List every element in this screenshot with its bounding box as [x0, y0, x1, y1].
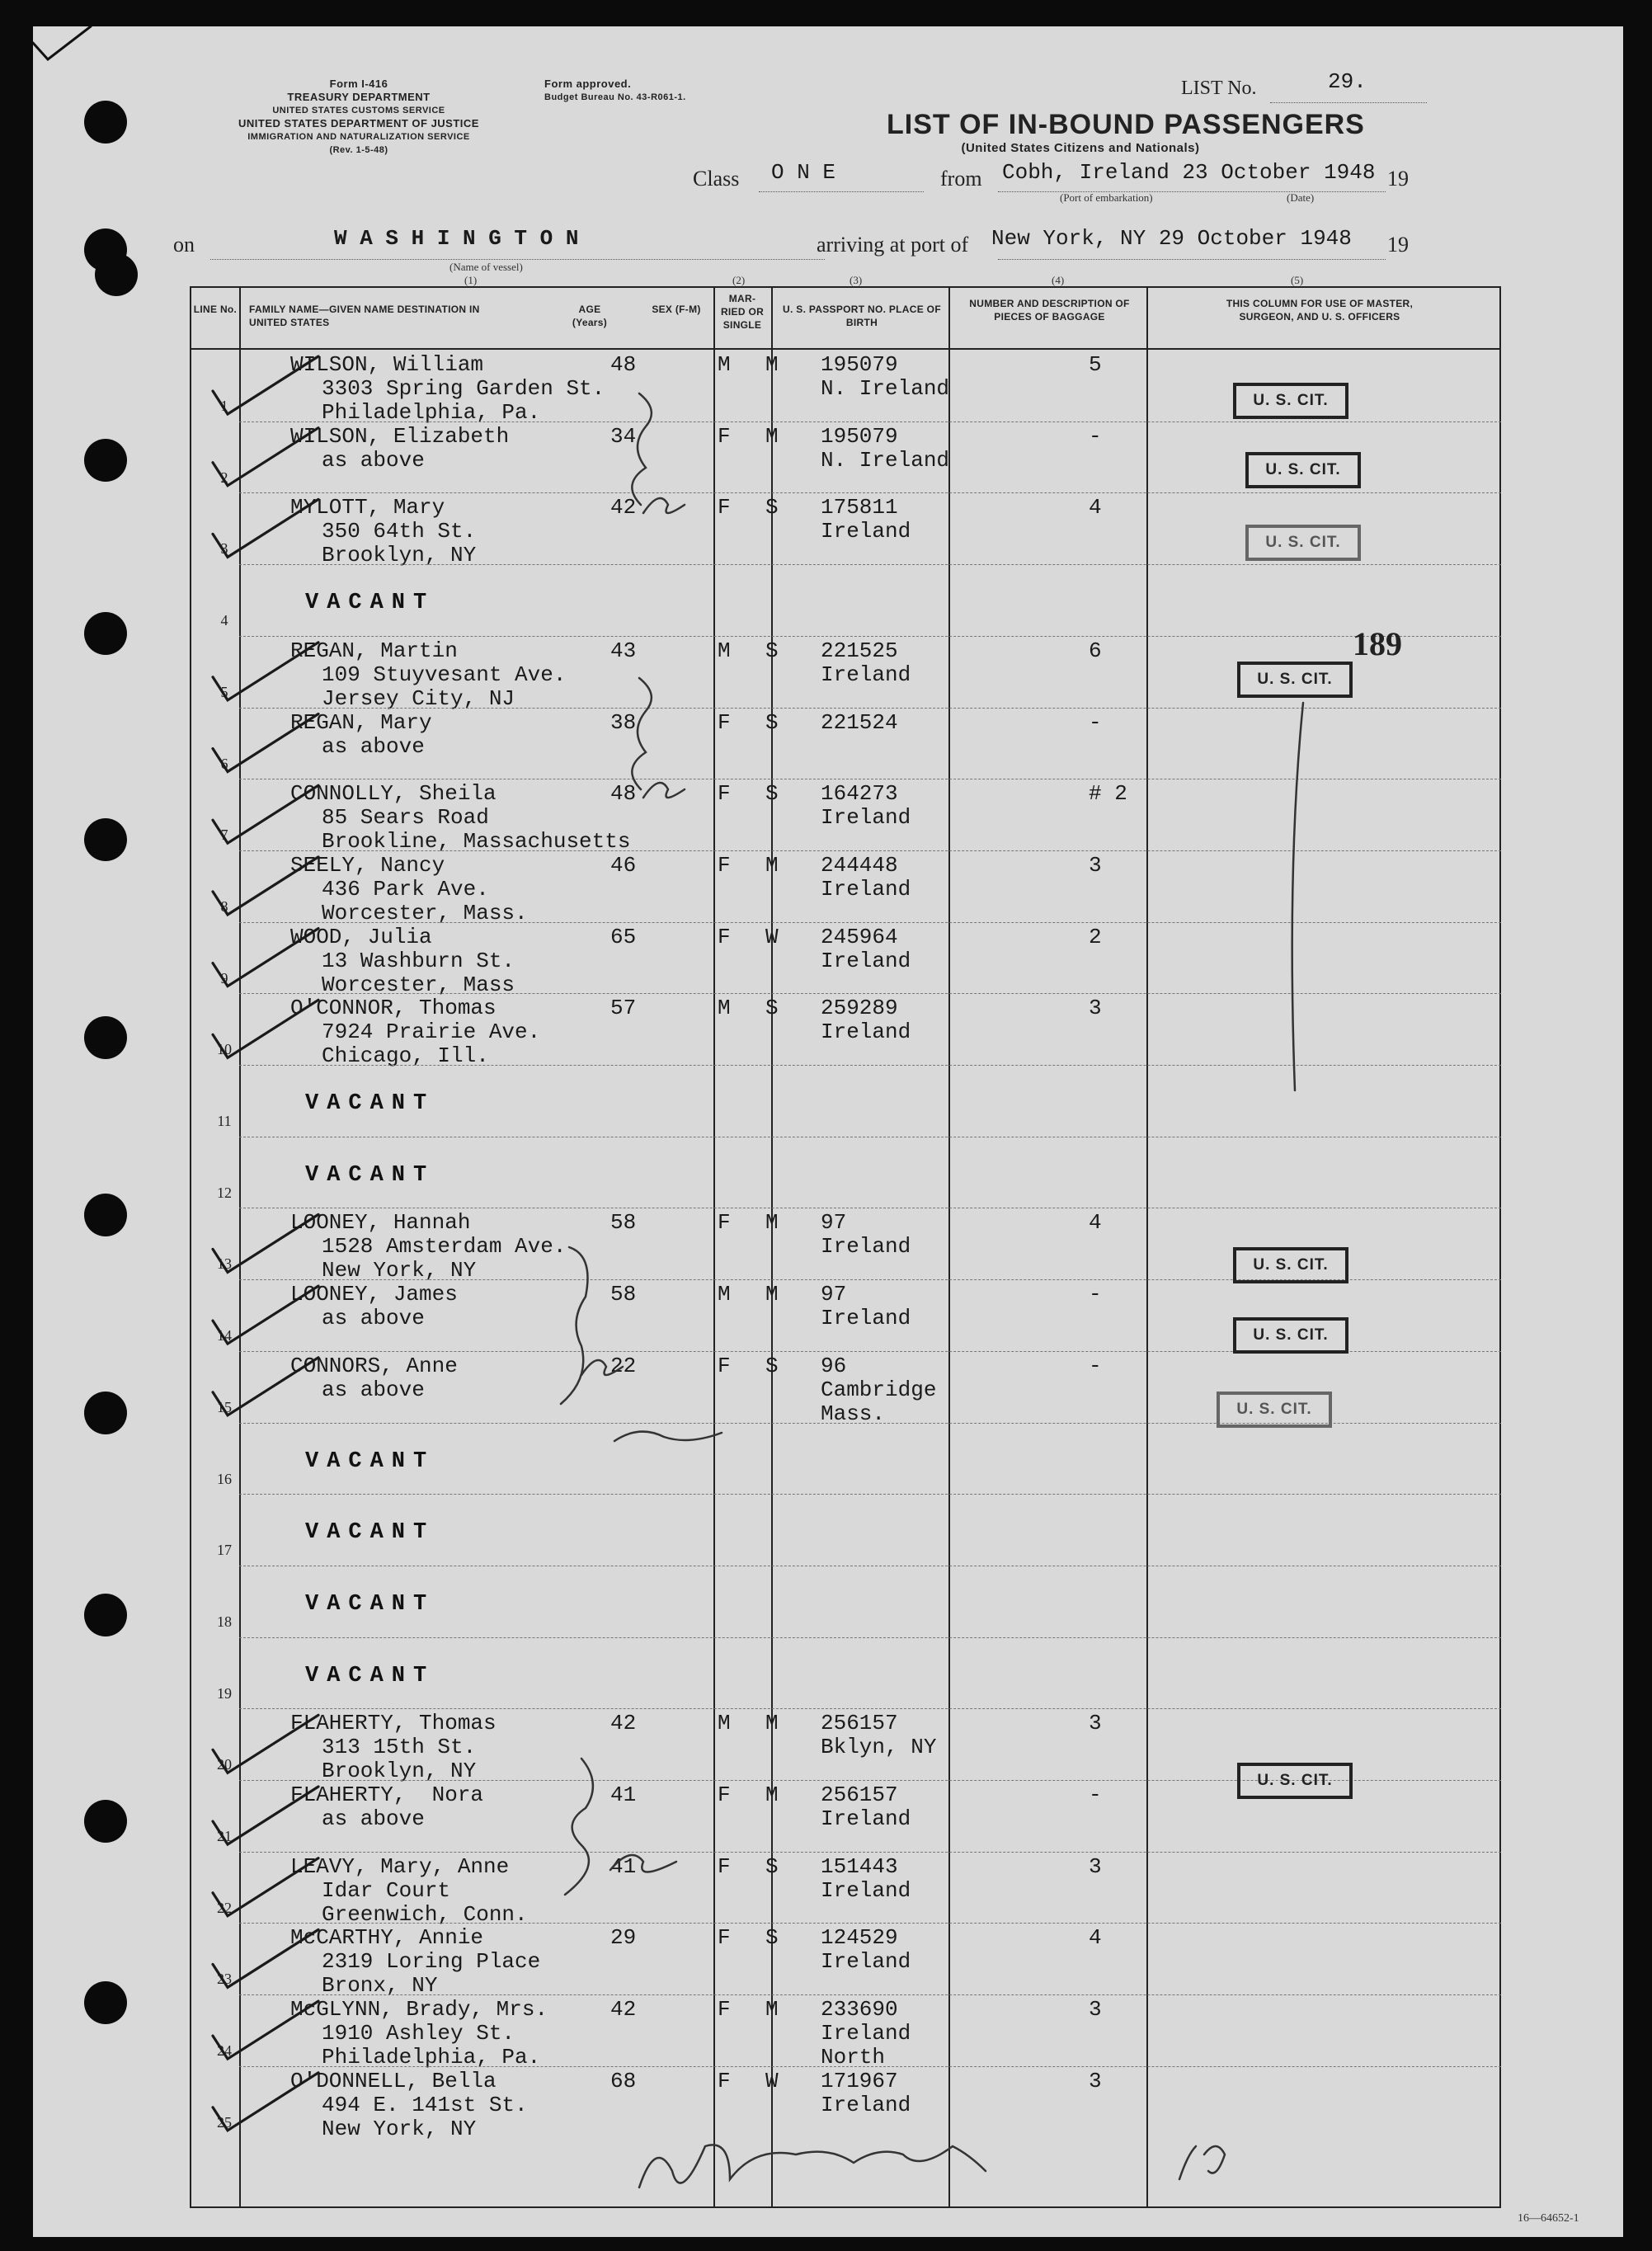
place-of-birth: Ireland [821, 948, 911, 973]
destination-address: as above [322, 733, 425, 759]
place-of-birth: Ireland [821, 2092, 911, 2117]
destination-address: as above [322, 1806, 425, 1831]
col-header-sex: SEX (F-M) [652, 304, 701, 315]
place-of-birth: N. Ireland [821, 447, 950, 473]
marital-status: S [765, 1353, 779, 1378]
passenger-age: 46 [610, 852, 637, 878]
destination-city: Worcester, Mass [322, 972, 515, 997]
passenger-name: FLAHERTY, Thomas [290, 1711, 497, 1736]
col-header-age: AGE (Years) [572, 304, 608, 328]
on-label: on [173, 233, 195, 257]
year-suffix-2: 19 [1387, 233, 1409, 257]
line-number: 5 [220, 683, 228, 700]
line-number: 20 [217, 1756, 232, 1773]
row-divider [239, 1637, 1501, 1638]
destination-city: Chicago, Ill. [322, 1043, 489, 1069]
line-number: 16 [217, 1470, 232, 1487]
baggage-count: - [1089, 1282, 1102, 1307]
passenger-name: REGAN, Martin [290, 638, 458, 663]
passenger-name: WOOD, Julia [290, 924, 432, 949]
date-caption: (Date) [1287, 191, 1315, 204]
passenger-name: REGAN, Mary [290, 709, 432, 735]
row-divider [239, 421, 1501, 422]
passenger-sex: F [718, 709, 731, 735]
place-of-birth: Ireland [821, 876, 911, 902]
passenger-name: McCARTHY, Annie [290, 1925, 484, 1951]
destination-city: New York, NY [322, 2116, 477, 2141]
line-number: 23 [217, 1971, 232, 1988]
place-of-birth: Ireland [821, 1306, 911, 1331]
passenger-sex: M [718, 996, 731, 1021]
baggage-count: - [1089, 1782, 1102, 1807]
passenger-name: LOONEY, Hannah [290, 1210, 471, 1236]
destination-address: 1528 Amsterdam Ave. [322, 1234, 567, 1260]
baggage-count: - [1089, 709, 1102, 735]
punch-hole [84, 1016, 127, 1059]
line-number: 18 [217, 1613, 232, 1630]
line-number: 10 [217, 1041, 232, 1058]
us-citizen-stamp: U. S. CIT. [1245, 452, 1361, 488]
col-num-4: (4) [1052, 274, 1065, 286]
destination-address: 494 E. 141st St. [322, 2092, 528, 2117]
passenger-name: LOONEY, James [290, 1282, 458, 1307]
passenger-sex: F [718, 1782, 731, 1807]
line-number: 25 [217, 2113, 232, 2131]
marital-status: M [765, 352, 779, 377]
passenger-name: O'DONNELL, Bella [290, 2068, 497, 2093]
destination-address: Idar Court [322, 1877, 451, 1903]
passport-number: 195079 [821, 423, 898, 449]
destination-city: Worcester, Mass. [322, 900, 528, 925]
col-num-5: (5) [1291, 274, 1304, 286]
passport-number: 171967 [821, 2068, 898, 2093]
us-citizen-stamp: U. S. CIT. [1233, 1317, 1348, 1354]
line-number: 4 [220, 612, 228, 629]
marital-status: W [765, 924, 779, 949]
passport-number: 96 [821, 1353, 847, 1378]
passenger-sex: F [718, 1210, 731, 1236]
passport-number: 164273 [821, 781, 898, 807]
baggage-count: # 2 [1089, 781, 1127, 807]
destination-city: New York, NY [322, 1258, 477, 1283]
page-title: LIST OF IN-BOUND PASSENGERS [887, 109, 1365, 140]
vacant-line: VACANT [305, 1591, 435, 1617]
line-number: 14 [217, 1327, 232, 1344]
baggage-count: 4 [1089, 495, 1102, 520]
footer-code: 16—64652-1 [1518, 2212, 1579, 2225]
row-divider [239, 2066, 1501, 2067]
row-divider [239, 492, 1501, 493]
destination-city: Brookline, Massachusetts [322, 829, 631, 855]
destination-city: Philadelphia, Pa. [322, 2045, 541, 2070]
baggage-count: - [1089, 1353, 1102, 1378]
marital-status: M [765, 1711, 779, 1736]
row-divider [239, 564, 1501, 565]
row-divider [239, 1923, 1501, 1924]
year-suffix: 19 [1387, 167, 1409, 191]
passenger-age: 57 [610, 996, 637, 1021]
form-number: Form I-416 [329, 78, 388, 90]
destination-address: 350 64th St. [322, 519, 477, 544]
passenger-sex: F [718, 423, 731, 449]
marital-status: S [765, 638, 779, 663]
passport-number: 195079 [821, 352, 898, 377]
marital-status: S [765, 996, 779, 1021]
col-num-3: (3) [850, 274, 863, 286]
vessel-caption: (Name of vessel) [449, 261, 523, 273]
destination-city: Brooklyn, NY [322, 1759, 477, 1784]
baggage-count: 6 [1089, 638, 1102, 663]
vacant-line: VACANT [305, 1520, 435, 1546]
place-of-birth: Bklyn, NY [821, 1735, 937, 1760]
arrival-port-date: New York, NY 29 October 1948 [991, 226, 1352, 251]
punch-hole [84, 612, 127, 655]
col-header-baggage: NUMBER AND DESCRIPTION OF PIECES OF BAGGAGE [969, 298, 1130, 323]
passenger-name: LEAVY, Mary, Anne [290, 1853, 510, 1879]
destination-address: as above [322, 1306, 425, 1331]
revision: (Rev. 1-5-48) [329, 145, 388, 155]
passport-number: 256157 [821, 1711, 898, 1736]
passenger-age: 29 [610, 1925, 637, 1951]
passport-number: 245964 [821, 924, 898, 949]
passenger-age: 41 [610, 1782, 637, 1807]
passenger-sex: F [718, 2068, 731, 2093]
passenger-age: 34 [610, 423, 637, 449]
line-number: 21 [217, 1828, 232, 1844]
marital-status: S [765, 1853, 779, 1879]
line-number: 12 [217, 1184, 232, 1201]
line-number: 1 [220, 398, 228, 414]
passenger-sex: F [718, 1353, 731, 1378]
col-header-passport: U. S. PASSPORT NO. PLACE OF BIRTH [783, 304, 941, 328]
col-header-married: MAR-RIED OR SINGLE [720, 293, 765, 331]
form-approved: Form approved. [544, 78, 632, 90]
passenger-age: 22 [610, 1353, 637, 1378]
us-citizen-stamp: U. S. CIT. [1237, 662, 1353, 698]
vacant-line: VACANT [305, 1162, 435, 1188]
place-of-birth: Cambridge [821, 1377, 937, 1402]
line-number: 9 [220, 969, 228, 987]
class-value: O N E [771, 160, 836, 185]
passenger-age: 58 [610, 1282, 637, 1307]
passenger-age: 42 [610, 495, 637, 520]
marital-status: M [765, 1282, 779, 1307]
row-divider [239, 636, 1501, 637]
passenger-sex: F [718, 781, 731, 807]
baggage-count: 3 [1089, 2068, 1102, 2093]
col-header-line: LINE No. [193, 304, 238, 315]
passenger-sex: M [718, 638, 731, 663]
passenger-name: CONNOLLY, Sheila [290, 781, 497, 807]
passenger-age: 65 [610, 924, 637, 949]
destination-address: 1910 Ashley St. [322, 2021, 515, 2046]
us-citizen-stamp: U. S. CIT. [1233, 383, 1348, 419]
passport-number: 175811 [821, 495, 898, 520]
vacant-line: VACANT [305, 1091, 435, 1116]
line-number: 7 [220, 826, 228, 844]
place-of-birth: Ireland [821, 519, 911, 544]
port-caption: (Port of embarkation) [1060, 191, 1153, 204]
place-of-birth: Ireland [821, 1020, 911, 1045]
line-number: 15 [217, 1398, 232, 1415]
baggage-count: 3 [1089, 996, 1102, 1021]
punch-hole [84, 1194, 127, 1236]
passport-number: 259289 [821, 996, 898, 1021]
passport-number: 221524 [821, 709, 898, 735]
baggage-count: 3 [1089, 1853, 1102, 1879]
place-of-birth: Ireland [821, 2021, 911, 2046]
place-of-birth-2: North [821, 2045, 886, 2070]
us-citizen-stamp: U. S. CIT. [1245, 525, 1361, 561]
passenger-name: FLAHERTY, Nora [290, 1782, 484, 1807]
embarkation-port-date: Cobh, Ireland 23 October 1948 [1002, 160, 1376, 185]
line-number: 11 [217, 1113, 232, 1129]
us-citizen-stamp: U. S. CIT. [1233, 1247, 1348, 1283]
passenger-age: 48 [610, 352, 637, 377]
budget-bureau: Budget Bureau No. 43-R061-1. [544, 92, 686, 102]
line-number: 2 [220, 469, 228, 486]
justice-dept: UNITED STATES DEPARTMENT OF JUSTICE [238, 117, 479, 130]
passenger-age: 58 [610, 1210, 637, 1236]
manifest-page [33, 26, 1623, 2237]
col-num-1: (1) [464, 274, 478, 286]
passenger-name: MYLOTT, Mary [290, 495, 445, 520]
list-no-label: LIST No. [1181, 78, 1257, 99]
col-header-officers: THIS COLUMN FOR USE OF MASTER, SURGEON, AND U. S. OFFICERS [1226, 298, 1414, 323]
marital-status: S [765, 1925, 779, 1951]
punch-hole [84, 1392, 127, 1434]
passenger-age: 38 [610, 709, 637, 735]
passport-number: 124529 [821, 1925, 898, 1951]
page-number: 189 [1353, 625, 1402, 662]
marital-status: S [765, 709, 779, 735]
destination-city: Greenwich, Conn. [322, 1901, 528, 1927]
passport-number: 233690 [821, 1997, 898, 2023]
destination-address: as above [322, 1377, 425, 1402]
passport-number: 97 [821, 1282, 847, 1307]
baggage-count: 4 [1089, 1210, 1102, 1236]
punch-hole [84, 818, 127, 861]
passenger-sex: F [718, 1853, 731, 1879]
passport-number: 151443 [821, 1853, 898, 1879]
marital-status: M [765, 1782, 779, 1807]
baggage-count: 3 [1089, 1711, 1102, 1736]
destination-address: 85 Sears Road [322, 805, 489, 831]
punch-hole [95, 253, 138, 296]
passenger-age: 68 [610, 2068, 637, 2093]
passenger-sex: M [718, 1711, 731, 1736]
baggage-count: 3 [1089, 852, 1102, 878]
us-citizen-stamp: U. S. CIT. [1237, 1763, 1353, 1799]
ins-service: IMMIGRATION AND NATURALIZATION SERVICE [247, 132, 470, 142]
passenger-sex: F [718, 1997, 731, 2023]
passenger-sex: F [718, 495, 731, 520]
passenger-sex: F [718, 924, 731, 949]
place-of-birth-2: Mass. [821, 1401, 886, 1426]
line-number: 17 [217, 1542, 232, 1559]
vacant-line: VACANT [305, 1448, 435, 1474]
punch-hole [84, 101, 127, 144]
passenger-age: 41 [610, 1853, 637, 1879]
baggage-count: 5 [1089, 352, 1102, 377]
line-number: 22 [217, 1899, 232, 1916]
passenger-sex: M [718, 352, 731, 377]
passenger-age: 48 [610, 781, 637, 807]
passenger-age: 42 [610, 1711, 637, 1736]
passenger-sex: F [718, 852, 731, 878]
destination-city: Jersey City, NJ [322, 685, 515, 711]
destination-address: 13 Washburn St. [322, 948, 515, 973]
passenger-name: WILSON, William [290, 352, 484, 377]
form-agency-block [210, 78, 507, 157]
class-label: Class [693, 167, 740, 191]
row-divider [239, 1994, 1501, 1995]
destination-city: Brooklyn, NY [322, 543, 477, 568]
passenger-age: 42 [610, 1997, 637, 2023]
line-number: 8 [220, 897, 228, 915]
row-divider [239, 1708, 1501, 1709]
marital-status: M [765, 1997, 779, 2023]
destination-address: 109 Stuyvesant Ave. [322, 662, 567, 687]
row-divider [239, 708, 1501, 709]
passenger-age: 43 [610, 638, 637, 663]
arriving-label: arriving at port of [817, 233, 969, 257]
passenger-name: CONNORS, Anne [290, 1353, 458, 1378]
row-divider [239, 1494, 1501, 1495]
col-header-name: FAMILY NAME—GIVEN NAME DESTINATION IN UNITED STATES [249, 304, 480, 328]
punch-hole [84, 1594, 127, 1636]
baggage-count: 3 [1089, 1997, 1102, 2023]
passenger-name: WILSON, Elizabeth [290, 423, 510, 449]
destination-city: Philadelphia, Pa. [322, 400, 541, 425]
place-of-birth: Ireland [821, 1877, 911, 1903]
place-of-birth: Ireland [821, 1806, 911, 1831]
passport-number: 97 [821, 1210, 847, 1236]
destination-address: 436 Park Ave. [322, 876, 489, 902]
vessel-name: W A S H I N G T O N [334, 226, 579, 251]
destination-address: 313 15th St. [322, 1735, 477, 1760]
marital-status: M [765, 1210, 779, 1236]
destination-address: 3303 Spring Garden St. [322, 376, 605, 401]
row-divider [239, 1852, 1501, 1853]
row-divider [239, 1065, 1501, 1066]
line-number: 13 [217, 1255, 232, 1273]
line-number: 3 [220, 540, 228, 558]
passenger-name: McGLYNN, Brady, Mrs. [290, 1997, 548, 2023]
destination-address: as above [322, 447, 425, 473]
marital-status: M [765, 852, 779, 878]
line-number: 19 [217, 1684, 232, 1702]
baggage-count: 4 [1089, 1925, 1102, 1951]
destination-address: 2319 Loring Place [322, 1949, 541, 1975]
row-divider [239, 993, 1501, 994]
from-label: from [940, 167, 982, 191]
passport-number: 244448 [821, 852, 898, 878]
punch-hole [84, 1800, 127, 1843]
place-of-birth: Ireland [821, 662, 911, 687]
punch-hole [84, 439, 127, 482]
destination-address: 7924 Prairie Ave. [322, 1020, 541, 1045]
treasury-dept: TREASURY DEPARTMENT [287, 91, 431, 103]
marital-status: S [765, 495, 779, 520]
row-divider [239, 922, 1501, 923]
customs-service: UNITED STATES CUSTOMS SERVICE [272, 106, 445, 115]
page-subtitle: (United States Citizens and Nationals) [961, 141, 1200, 155]
list-number: 29. [1328, 69, 1367, 94]
marital-status: S [765, 781, 779, 807]
col-num-2: (2) [732, 274, 746, 286]
passenger-name: O'CONNOR, Thomas [290, 996, 497, 1021]
passport-number: 256157 [821, 1782, 898, 1807]
baggage-count: 2 [1089, 924, 1102, 949]
vacant-line: VACANT [305, 1663, 435, 1688]
baggage-count: - [1089, 423, 1102, 449]
punch-hole [84, 1981, 127, 2024]
vacant-line: VACANT [305, 591, 435, 616]
place-of-birth: Ireland [821, 805, 911, 831]
place-of-birth: Ireland [821, 1949, 911, 1975]
place-of-birth: Ireland [821, 1234, 911, 1260]
line-number: 24 [217, 2042, 232, 2060]
us-citizen-stamp: U. S. CIT. [1217, 1392, 1332, 1428]
passenger-sex: M [718, 1282, 731, 1307]
marital-status: W [765, 2068, 779, 2093]
line-number: 6 [220, 755, 228, 772]
destination-city: Bronx, NY [322, 1973, 438, 1999]
passenger-sex: F [718, 1925, 731, 1951]
marital-status: M [765, 423, 779, 449]
row-divider [239, 850, 1501, 851]
passport-number: 221525 [821, 638, 898, 663]
form-approval-block [544, 78, 759, 104]
passenger-name: SEELY, Nancy [290, 852, 445, 878]
place-of-birth: N. Ireland [821, 376, 950, 401]
